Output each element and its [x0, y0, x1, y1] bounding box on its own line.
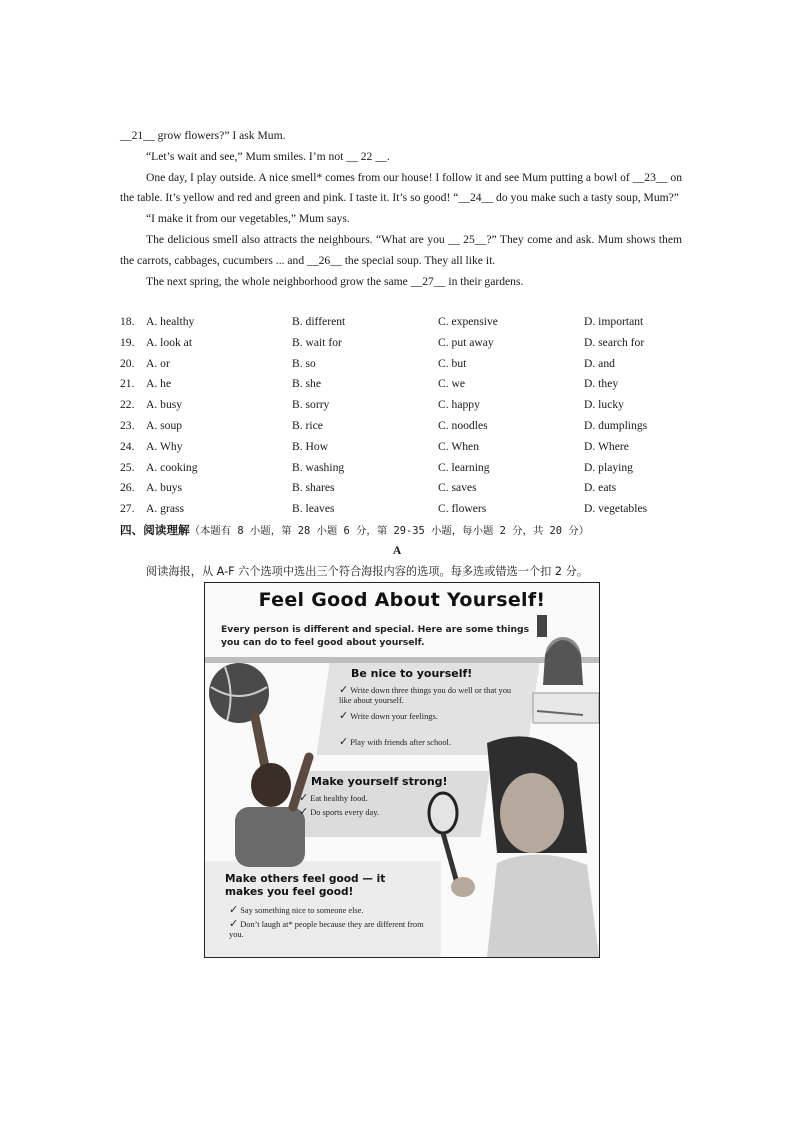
option-row-23: [120, 416, 700, 437]
option-a: A. healthy: [146, 315, 195, 328]
question-number: 22.: [120, 398, 135, 412]
panel-title-be-nice: Be nice to yourself!: [351, 667, 473, 680]
cloze-passage: [120, 126, 682, 292]
option-d: D. and: [584, 356, 615, 370]
mirror-girl-illustration: [427, 733, 599, 957]
option-d: D. lucky: [584, 398, 624, 412]
option-a: A. busy: [146, 398, 183, 412]
option-d: D. Where: [584, 439, 629, 453]
checklist-item: ✓ Play with friends after school.: [339, 735, 451, 748]
option-a: A. Why: [146, 439, 183, 453]
basketball-boy-illustration: [205, 657, 315, 867]
question-number: 24.: [120, 439, 135, 453]
option-d: D. search for: [584, 335, 645, 349]
option-row-20: [120, 354, 700, 375]
poster-intro: Every person is different and special. Here are some things you can do to feel good about yourself.: [221, 624, 530, 648]
question-number: 20.: [120, 356, 135, 370]
option-c: C. noodles: [438, 418, 488, 432]
option-d: D. dumplings: [584, 418, 648, 432]
option-row-18: [120, 312, 700, 333]
poster: [204, 582, 600, 958]
checklist-item: ✓ Say something nice to someone else.: [229, 903, 364, 916]
option-a: A. cooking: [146, 460, 198, 474]
checklist-item: ✓ Write down your feelings.: [339, 709, 438, 722]
option-row-24: [120, 437, 700, 458]
panel-title-make-others: Make others feel good — it makes you feel good!: [225, 873, 386, 898]
passage-line: __21__ grow flowers?” I ask Mum.: [120, 129, 286, 142]
poster-title: Feel Good About Yourself!: [258, 589, 546, 611]
checkmark-icon: ✓: [229, 917, 239, 930]
checklist-item: ✓ Write down three things you do well or that you like about yourself.: [339, 683, 512, 705]
option-c: C. happy: [438, 398, 480, 412]
option-c: C. but: [438, 356, 467, 370]
option-a: A. buys: [146, 481, 183, 495]
checkmark-icon: ✓: [339, 683, 349, 696]
option-row-22: [120, 395, 700, 416]
checkmark-icon: ✓: [339, 709, 349, 722]
option-d: D. important: [584, 315, 644, 328]
option-row-26: [120, 478, 700, 499]
passage-line: The delicious smell also attracts the neighbours. “What are you __ 25__?” They come and ask. Mum shows them the carrots, cabbages, cucumbers ... and __26__ the special soup. They all like it.: [120, 232, 682, 267]
question-number: 26.: [120, 481, 135, 495]
option-c: C. expensive: [438, 315, 498, 328]
checkmark-icon: ✓: [229, 903, 239, 916]
question-number: 19.: [120, 335, 135, 349]
option-d: D. vegetables: [584, 502, 648, 516]
option-b: B. sorry: [292, 398, 330, 412]
option-row-19: [120, 333, 700, 354]
option-d: D. eats: [584, 481, 617, 495]
passage-line: One day, I play outside. A nice smell* comes from our house! I follow it and see Mum putting a bowl of __23__ on the table. It’s yellow and red and green and pink. I taste it. It’s so good! “__24__ do you make such a tasty soup, Mum?”: [120, 170, 682, 205]
option-row-25: [120, 458, 700, 479]
checkmark-icon: ✓: [339, 735, 349, 748]
option-b: B. different: [292, 315, 346, 328]
answer-options: [120, 312, 700, 520]
question-number: 21.: [120, 377, 135, 391]
option-row-27: [120, 499, 700, 520]
checklist-item: ✓ Don’t laugh at* people because they are different from you.: [229, 917, 424, 939]
option-d: D. playing: [584, 460, 633, 474]
section-scoring-note: （本题有 8 小题，第 28 小题 6 分，第 29-35 小题，每小题 2 分，共 20 分）: [189, 525, 590, 537]
passage-letter: A: [392, 544, 402, 557]
question-number: 27.: [120, 502, 135, 516]
panel-title-make-strong: Make yourself strong!: [311, 775, 448, 788]
option-d: D. they: [584, 377, 619, 391]
question-number: 23.: [120, 418, 135, 432]
option-c: C. saves: [438, 481, 477, 495]
option-b: B. so: [292, 356, 316, 370]
option-c: C. When: [438, 439, 480, 453]
option-c: C. flowers: [438, 502, 487, 516]
option-b: B. washing: [292, 460, 345, 474]
passage-line: “I make it from our vegetables,” Mum says.: [146, 212, 350, 226]
option-b: B. shares: [292, 481, 335, 495]
checkmark-icon: ✓: [299, 791, 309, 804]
option-a: A. or: [146, 356, 170, 370]
question-number: 25.: [120, 460, 135, 474]
checklist-item: ✓ Eat healthy food.: [299, 791, 368, 804]
checkmark-icon: ✓: [299, 805, 309, 818]
option-a: A. he: [146, 377, 172, 391]
question-number: 18.: [120, 315, 135, 328]
option-b: B. rice: [292, 418, 323, 432]
section-heading: [120, 520, 720, 541]
option-a: A. soup: [146, 418, 183, 432]
reading-instruction: 阅读海报，从 A-F 六个选项中选出三个符合海报内容的选项。每多选或错选一个扣 2 分。: [146, 565, 588, 578]
option-c: C. we: [438, 377, 466, 391]
option-b: B. leaves: [292, 502, 335, 516]
option-a: A. grass: [146, 502, 184, 516]
passage-line: “Let’s wait and see,” Mum smiles. I’m not __ 22 __.: [146, 149, 390, 163]
section-title: 四、阅读理解: [120, 523, 190, 537]
passage-line: The next spring, the whole neighborhood grow the same __27__ in their gardens.: [146, 274, 524, 288]
option-c: C. put away: [438, 335, 494, 349]
option-b: B. she: [292, 377, 321, 391]
option-b: B. wait for: [292, 335, 342, 349]
option-c: C. learning: [438, 460, 490, 474]
checklist-item: ✓ Do sports every day.: [299, 805, 379, 818]
option-a: A. look at: [146, 335, 193, 349]
option-b: B. How: [292, 439, 329, 453]
option-row-21: [120, 374, 700, 395]
